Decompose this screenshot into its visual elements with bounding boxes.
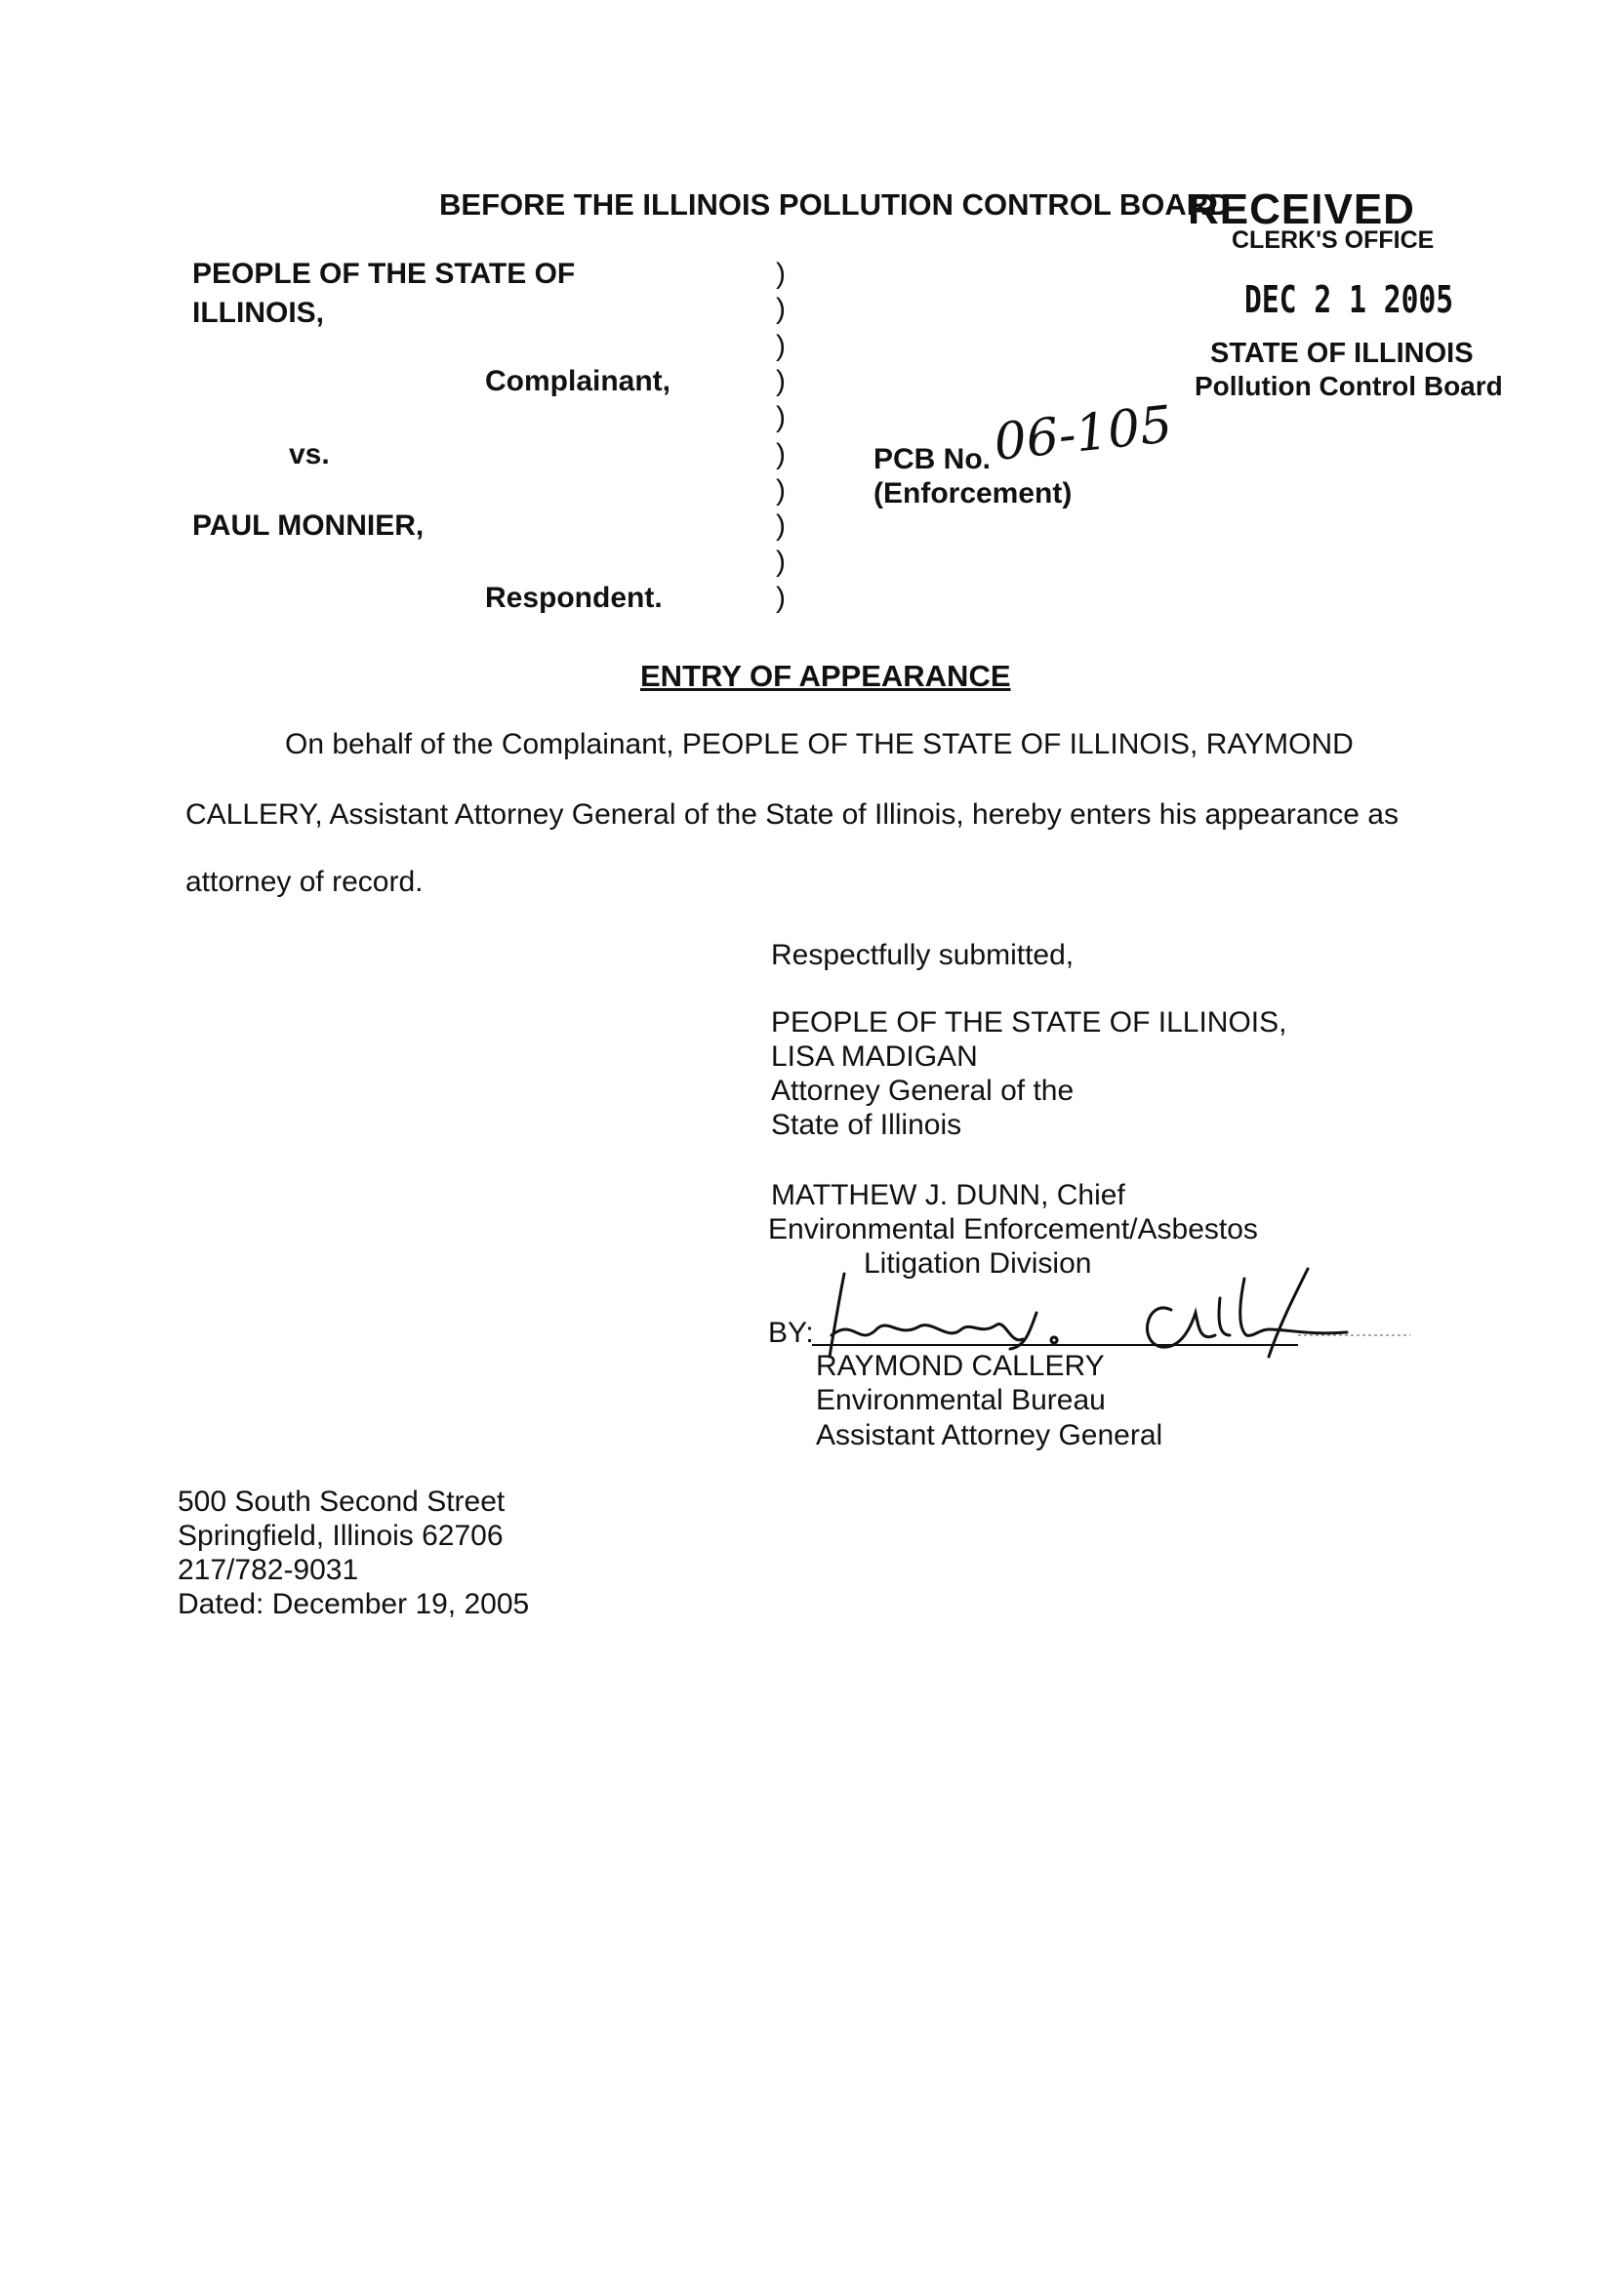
caption-paren: ) xyxy=(776,546,786,578)
party-name: PEOPLE OF THE STATE OF ILLINOIS, xyxy=(771,1006,1287,1039)
stamp-clerks-office: CLERK'S OFFICE xyxy=(1232,226,1435,254)
address-dated: Dated: December 19, 2005 xyxy=(178,1588,530,1620)
division-line1: Environmental Enforcement/Asbestos xyxy=(768,1213,1258,1245)
division-line2: Litigation Division xyxy=(864,1247,1092,1280)
caption-paren: ) xyxy=(776,293,786,325)
complainant-name-line2: ILLINOIS, xyxy=(192,297,324,329)
signer-title: Assistant Attorney General xyxy=(816,1419,1163,1451)
ag-title-line2: State of Illinois xyxy=(771,1109,962,1141)
ag-name: LISA MADIGAN xyxy=(771,1040,978,1073)
complainant-name-line1: PEOPLE OF THE STATE OF xyxy=(192,258,576,290)
pcb-number-handwritten: 06-105 xyxy=(991,395,1175,472)
signer-name: RAYMOND CALLERY xyxy=(816,1350,1105,1382)
case-type: (Enforcement) xyxy=(873,477,1073,509)
chief-name: MATTHEW J. DUNN, Chief xyxy=(771,1179,1125,1211)
address-city: Springfield, Illinois 62706 xyxy=(178,1520,504,1552)
caption-paren: ) xyxy=(776,582,786,614)
body-line-2: CALLERY, Assistant Attorney General of the State of Illinois, hereby enters his appearance as xyxy=(185,798,1399,831)
stamp-state: STATE OF ILLINOIS xyxy=(1210,338,1474,369)
caption-paren: ) xyxy=(776,365,786,397)
body-line-1: On behalf of the Complainant, PEOPLE OF THE STATE OF ILLINOIS, RAYMOND xyxy=(285,728,1354,760)
stamp-board: Pollution Control Board xyxy=(1195,371,1503,401)
closing: Respectfully submitted, xyxy=(771,939,1075,971)
address-phone: 217/782-9031 xyxy=(178,1554,359,1586)
board-title: BEFORE THE ILLINOIS POLLUTION CONTROL BOARD xyxy=(439,187,1231,222)
caption-paren: ) xyxy=(776,258,786,290)
stamp-received: RECEIVED xyxy=(1188,185,1415,233)
document-title: ENTRY OF APPEARANCE xyxy=(640,659,1011,693)
caption-paren: ) xyxy=(776,330,786,362)
caption-paren: ) xyxy=(776,438,786,470)
caption-paren: ) xyxy=(776,509,786,542)
ag-title-line1: Attorney General of the xyxy=(771,1075,1075,1107)
respondent-name: PAUL MONNIER, xyxy=(192,509,425,542)
versus: vs. xyxy=(289,438,330,470)
signer-bureau: Environmental Bureau xyxy=(816,1384,1106,1416)
stamp-date: DEC 2 1 2005 xyxy=(1244,278,1454,321)
address-street: 500 South Second Street xyxy=(178,1486,506,1518)
complainant-role: Complainant, xyxy=(485,365,671,397)
body-line-3: attorney of record. xyxy=(185,866,424,898)
pcb-label: PCB No. xyxy=(873,443,991,475)
by-label: BY: xyxy=(768,1317,814,1349)
caption-paren: ) xyxy=(776,474,786,507)
respondent-role: Respondent. xyxy=(485,582,663,614)
caption-paren: ) xyxy=(776,401,786,433)
